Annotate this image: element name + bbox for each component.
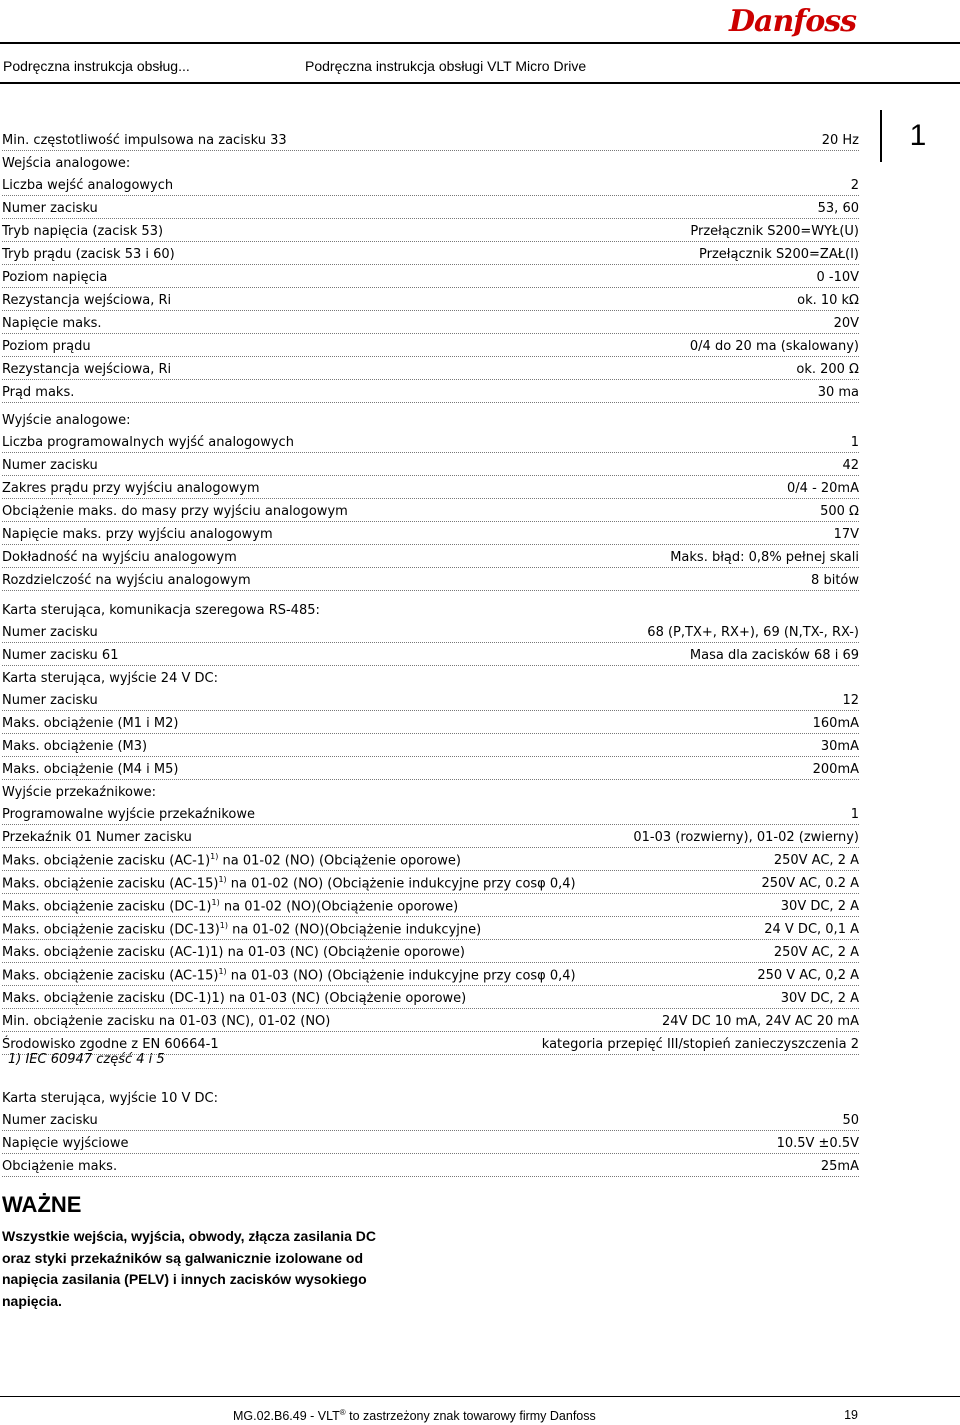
spec-value: Przełącznik S200=WYŁ(U): [690, 224, 859, 239]
spec-row: [2, 734, 859, 757]
spec-row: [2, 1009, 859, 1032]
footnote-ref: 1): [219, 920, 228, 930]
spec-label-text: Numer zacisku: [2, 458, 98, 473]
spec-label-text: Numer zacisku: [2, 693, 98, 708]
spec-label: [2, 785, 156, 802]
spec-label-text: Tryb prądu (zacisk 53 i 60): [2, 247, 175, 262]
spec-row: [2, 334, 859, 357]
spec-label-text: Napięcie maks.: [2, 316, 102, 331]
spec-label: [2, 224, 163, 241]
spec-label-text: Rozdzielczość na wyjściu analogowym: [2, 573, 251, 588]
spec-label: [2, 504, 348, 521]
spec-label-text: Obciążenie maks. do masy przy wyjściu analogowym: [2, 504, 348, 519]
spec-label-text: Karta sterująca, komunikacja szeregowa RS-485:: [2, 603, 320, 618]
footnote-ref: 1): [218, 966, 227, 976]
spec-label: [2, 1136, 129, 1153]
spec-value: 0/4 - 20mA: [787, 481, 859, 496]
spec-label: [2, 362, 171, 379]
spec-row: [2, 986, 859, 1009]
spec-label: [2, 1113, 98, 1130]
spec-label: [2, 247, 175, 264]
spec-label-text: Maks. obciążenie zacisku (AC-1)1) na 01-03 (NC) (Obciążenie oporowe): [2, 945, 465, 960]
spec-label: [2, 550, 237, 567]
spec-row: [2, 825, 859, 848]
spec-label: [2, 573, 251, 590]
spec-row: [2, 598, 859, 620]
spec-row: [2, 1086, 859, 1108]
spec-value: 10.5V ±0.5V: [776, 1136, 859, 1151]
important-title: WAŻNE: [2, 1192, 82, 1217]
spec-value: 500 Ω: [820, 504, 859, 519]
spec-value: 20 Hz: [821, 133, 859, 148]
spec-label-text: na 01-03 (NO) (Obciążenie indukcyjne przy cosφ 0,4): [226, 968, 576, 983]
spec-label-text: Numer zacisku: [2, 1113, 98, 1128]
footnote-ref: 1): [218, 874, 227, 884]
spec-label: [2, 270, 107, 287]
spec-label-text: Poziom prądu: [2, 339, 91, 354]
analog-outputs-section: [2, 408, 859, 591]
spec-value: 42: [842, 458, 859, 473]
spec-value: 2: [850, 178, 859, 193]
spec-label-text: Maks. obciążenie zacisku (DC-1): [2, 899, 212, 914]
spec-row: [2, 453, 859, 476]
header-rule-bottom: [0, 82, 960, 84]
spec-row: [2, 151, 859, 173]
spec-value: kategoria przepięć III/stopień zanieczyszczenia 2: [541, 1037, 859, 1052]
spec-value: 250V AC, 2 A: [773, 853, 859, 868]
spec-label-text: Środowisko zgodne z EN 60664-1: [2, 1037, 219, 1052]
footnote-ref: 1): [211, 897, 220, 907]
spec-value: 12: [842, 693, 859, 708]
chapter-tab: 1: [880, 110, 954, 162]
spec-label-text: Zakres prądu przy wyjściu analogowym: [2, 481, 260, 496]
spec-label: [2, 1159, 117, 1176]
spec-row: [2, 940, 859, 963]
spec-label: [2, 991, 466, 1008]
spec-label: [2, 648, 118, 665]
spec-row: [2, 1131, 859, 1154]
spec-value: Maks. błąd: 0,8% pełnej skali: [670, 550, 859, 565]
spec-label-text: Numer zacisku: [2, 625, 98, 640]
spec-label: [2, 739, 147, 756]
spec-row: [2, 476, 859, 499]
page-number: 19: [844, 1408, 858, 1422]
spec-label-text: Napięcie wyjściowe: [2, 1136, 129, 1151]
spec-value: 24 V DC, 0,1 A: [764, 922, 859, 937]
spec-value: 68 (P,TX+, RX+), 69 (N,TX-, RX-): [647, 625, 859, 640]
spec-label-text: Maks. obciążenie zacisku (AC-15): [2, 968, 219, 983]
spec-value: 25mA: [820, 1159, 859, 1174]
spec-label-text: Maks. obciążenie zacisku (AC-15): [2, 876, 219, 891]
spec-row: [2, 128, 859, 151]
spec-value: 50: [842, 1113, 859, 1128]
spec-label: [2, 807, 255, 824]
spec-row: [2, 666, 859, 688]
spec-row: [2, 643, 859, 666]
footer-text-pre: MG.02.B6.49 - VLT: [233, 1409, 340, 1424]
spec-value: 250V AC, 2 A: [773, 945, 859, 960]
footnote-ref: 1): [210, 851, 219, 861]
spec-row: [2, 288, 859, 311]
spec-label-text: Poziom napięcia: [2, 270, 108, 285]
spec-row: [2, 871, 859, 894]
spec-row: [2, 1154, 859, 1177]
spec-value: Przełącznik S200=ZAŁ(I): [699, 247, 859, 262]
spec-row: [2, 430, 859, 453]
spec-label-text: Maks. obciążenie (M3): [2, 739, 148, 754]
spec-value: 1: [850, 807, 859, 822]
spec-label-text: Min. obciążenie zacisku na 01-03 (NC), 01-02 (NO): [2, 1014, 331, 1029]
spec-row: [2, 917, 859, 940]
spec-row: [2, 311, 859, 334]
spec-row: [2, 408, 859, 430]
spec-label-text: Napięcie maks. przy wyjściu analogowym: [2, 527, 273, 542]
spec-label-text: Maks. obciążenie zacisku (DC-1)1) na 01-03 (NC) (Obciążenie oporowe): [2, 991, 467, 1006]
spec-label: [2, 1091, 218, 1108]
spec-value: 250 V AC, 0,2 A: [757, 968, 859, 983]
header-center-title: Podręczna instrukcja obsługi VLT Micro Drive: [305, 58, 587, 74]
spec-label: [2, 945, 465, 962]
spec-label-text: Dokładność na wyjściu analogowym: [2, 550, 237, 565]
spec-row: [2, 780, 859, 802]
spec-row: [2, 219, 859, 242]
spec-label-text: Maks. obciążenie zacisku (AC-1): [2, 853, 211, 868]
footer-text-post: to zastrzeżony znak towarowy firmy Danfoss: [345, 1409, 596, 1424]
spec-label-text: Rezystancja wejściowa, Ri: [2, 362, 172, 377]
spec-label: [2, 625, 98, 642]
analog-inputs-section: [2, 128, 859, 403]
spec-value: ok. 200 Ω: [796, 362, 859, 377]
spec-label-text: na 01-02 (NO) (Obciążenie indukcyjne przy cosφ 0,4): [226, 876, 576, 891]
spec-label: [2, 762, 178, 779]
spec-row: [2, 568, 859, 591]
spec-label: [2, 293, 171, 310]
spec-row: [2, 265, 859, 288]
spec-value: 17V: [833, 527, 859, 542]
spec-label: [2, 481, 260, 498]
spec-label: [2, 527, 273, 544]
spec-value: ok. 10 kΩ: [797, 293, 859, 308]
spec-label-text: Wyjście przekaźnikowe:: [2, 785, 156, 800]
spec-label: [2, 339, 91, 356]
header-left-title: Podręczna instrukcja obsług...: [3, 58, 190, 74]
spec-value: 01-03 (rozwierny), 01-02 (zwierny): [633, 830, 859, 845]
spec-value: 200mA: [812, 762, 859, 777]
spec-label: [2, 967, 576, 985]
spec-label: [2, 435, 294, 452]
spec-row: [2, 242, 859, 265]
spec-row: [2, 848, 859, 871]
spec-label-text: Przekaźnik 01 Numer zacisku: [2, 830, 192, 845]
spec-row: [2, 380, 859, 403]
output-10v-section: [2, 1086, 859, 1177]
spec-value: 30V DC, 2 A: [780, 899, 859, 914]
spec-label: [2, 671, 218, 688]
spec-value: 0 -10V: [816, 270, 859, 285]
spec-label-text: Rezystancja wejściowa, Ri: [2, 293, 172, 308]
spec-label-text: Wyjście analogowe:: [2, 413, 131, 428]
spec-label-text: Numer zacisku 61: [2, 648, 119, 663]
spec-row: [2, 894, 859, 917]
spec-label: [2, 201, 98, 218]
important-text: Wszystkie wejścia, wyjścia, obwody, złącza zasilania DC oraz styki przekaźników są galwanicznie izolowane od napięcia zasilania (PELV) i innych zacisków wysokiego napięcia.: [2, 1228, 377, 1309]
spec-label-text: na 01-02 (NO)(Obciążenie oporowe): [219, 899, 459, 914]
registered-mark: ®: [339, 1408, 346, 1417]
spec-label: [2, 413, 131, 430]
spec-label: [2, 458, 98, 475]
footer-text: [233, 1408, 596, 1423]
footnote: 1) IEC 60947 część 4 i 5: [8, 1052, 165, 1067]
spec-label: [2, 133, 287, 150]
spec-label-text: Karta sterująca, wyjście 24 V DC:: [2, 671, 218, 686]
spec-label: [2, 156, 130, 173]
spec-label-text: Maks. obciążenie (M4 i M5): [2, 762, 179, 777]
header-rule: [0, 42, 960, 44]
footer-rule: [0, 1396, 960, 1397]
spec-value: 30V DC, 2 A: [780, 991, 859, 1006]
spec-row: [2, 963, 859, 986]
spec-row: [2, 688, 859, 711]
spec-value: 0/4 do 20 ma (skalowany): [689, 339, 859, 354]
spec-row: [2, 499, 859, 522]
spec-label: [2, 1014, 330, 1031]
spec-label-text: Maks. obciążenie zacisku (DC-13): [2, 922, 220, 937]
spec-label-text: Tryb napięcia (zacisk 53): [2, 224, 164, 239]
spec-label: [2, 178, 173, 195]
rs485-relay-section: [2, 598, 859, 1055]
spec-label: [2, 898, 458, 916]
spec-label: [2, 852, 461, 870]
spec-value: 30mA: [820, 739, 859, 754]
spec-label: [2, 921, 481, 939]
spec-label: [2, 716, 178, 733]
spec-label-text: na 01-02 (NO) (Obciążenie oporowe): [218, 853, 461, 868]
spec-row: [2, 711, 859, 734]
spec-label-text: Wejścia analogowe:: [2, 156, 131, 171]
spec-label: [2, 875, 576, 893]
spec-label-text: Karta sterująca, wyjście 10 V DC:: [2, 1091, 218, 1106]
spec-label: [2, 830, 192, 847]
spec-label-text: Prąd maks.: [2, 385, 75, 400]
spec-row: [2, 620, 859, 643]
spec-value: 24V DC 10 mA, 24V AC 20 mA: [662, 1014, 859, 1029]
spec-value: 160mA: [812, 716, 859, 731]
spec-value: Masa dla zacisków 68 i 69: [689, 648, 859, 663]
spec-value: 1: [850, 435, 859, 450]
spec-label-text: Liczba wejść analogowych: [2, 178, 174, 193]
spec-label: [2, 603, 320, 620]
spec-value: 30 ma: [817, 385, 859, 400]
spec-label: [2, 316, 102, 333]
spec-value: 53, 60: [817, 201, 859, 216]
danfoss-logo: Danfoss: [729, 4, 856, 39]
spec-row: [2, 1108, 859, 1131]
spec-label-text: Numer zacisku: [2, 201, 98, 216]
spec-label-text: Programowalne wyjście przekaźnikowe: [2, 807, 255, 822]
spec-row: [2, 173, 859, 196]
spec-value: 250V AC, 0.2 A: [761, 876, 859, 891]
spec-label: [2, 693, 98, 710]
spec-label-text: Maks. obciążenie (M1 i M2): [2, 716, 179, 731]
spec-row: [2, 545, 859, 568]
spec-value: 20V: [833, 316, 859, 331]
spec-row: [2, 357, 859, 380]
spec-row: [2, 802, 859, 825]
spec-value: 8 bitów: [811, 573, 859, 588]
spec-row: [2, 757, 859, 780]
spec-row: [2, 196, 859, 219]
spec-label: [2, 385, 74, 402]
spec-label-text: na 01-02 (NO)(Obciążenie indukcyjne): [228, 922, 482, 937]
spec-label-text: Liczba programowalnych wyjść analogowych: [2, 435, 294, 450]
spec-label-text: Obciążenie maks.: [2, 1159, 118, 1174]
spec-label-text: Min. częstotliwość impulsowa na zacisku 33: [2, 133, 287, 148]
spec-row: [2, 522, 859, 545]
